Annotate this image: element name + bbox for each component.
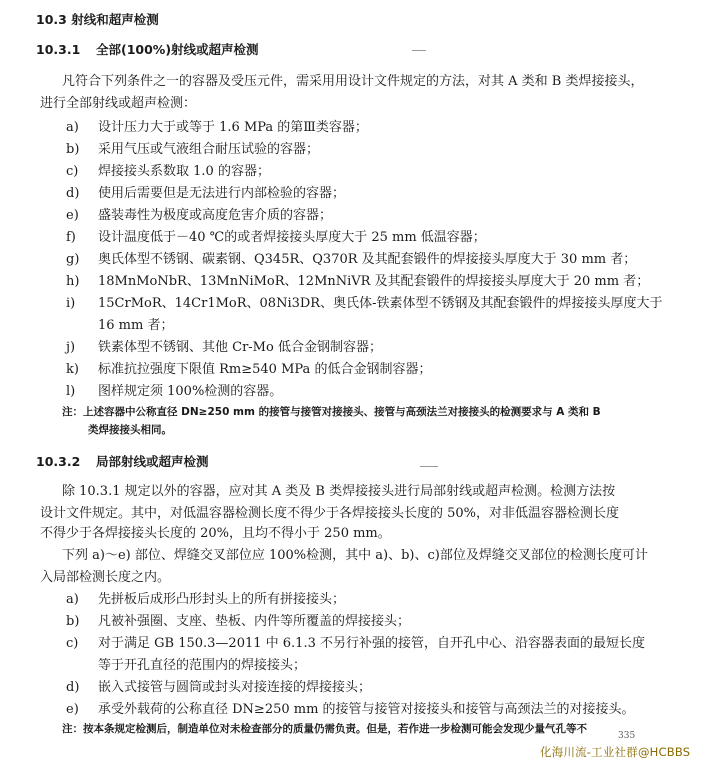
subsection-number: 10.3.1 <box>36 42 81 57</box>
list-item: f) 设计温度低于－40 ℃的或者焊接接头厚度大于 25 mm 低温容器； <box>66 230 486 245</box>
note-continuation: 类焊接接头相同。 <box>88 424 172 436</box>
list-item: l) 图样规定须 100%检测的容器。 <box>66 384 283 399</box>
list-item: e) 盛装毒性为极度或高度危害介质的容器； <box>66 208 333 223</box>
list-item: k) 标准抗拉强度下限值 Rm≥540 MPa 的低合金钢制容器； <box>66 362 432 377</box>
intro-line: 进行全部射线或超声检测： <box>40 96 197 111</box>
watermark-text: 化海川流-工业社群@HCBBS <box>540 745 691 759</box>
paragraph-line: 不得少于各焊接接头长度的 20%，且均不得小于 250 mm。 <box>40 526 391 541</box>
section-heading: 10.3 射线和超声检测 <box>36 12 159 27</box>
subsection-title: 全部(100%)射线或超声检测 <box>96 42 259 57</box>
list-item: g) 奥氏体型不锈钢、碳素钢、Q345R、Q370R 及其配套锻件的焊接接头厚度大于 30 mm 者； <box>66 252 637 267</box>
scan-mark <box>412 50 426 51</box>
list-item: b) 采用气压或气液组合耐压试验的容器； <box>66 142 320 157</box>
list-item: d) 嵌入式接管与圆筒或封头对接连接的焊接接头； <box>66 680 372 695</box>
list-item: c) 焊接接头系数取 1.0 的容器； <box>66 164 270 179</box>
intro-line: 凡符合下列条件之一的容器及受压元件，需采用用设计文件规定的方法，对其 A 类和 B 类焊接接头， <box>62 74 644 89</box>
list-item: i) 15CrMoR、14Cr1MoR、08Ni3DR、奥氏体-铁素体型不锈钢及其配套锻件的焊接接头厚度大于 <box>66 296 663 311</box>
list-item: a) 设计压力大于或等于 1.6 MPa 的第Ⅲ类容器； <box>66 120 368 135</box>
paragraph-line: 下列 a)～e) 部位、焊缝交叉部位应 100%检测，其中 a)、b)、c)部位及焊缝交叉部位的检测长度可计 <box>62 548 648 563</box>
note: 注：上述容器中公称直径 DN≥250 mm 的接管与接管对接接头、接管与高颈法兰对接接头的检测要求与 A 类和 B <box>62 406 601 418</box>
subsection-heading-10-3-1 <box>36 40 259 58</box>
list-item: j) 铁素体型不锈钢、其他 Cr-Mo 低合金钢制容器； <box>66 340 382 355</box>
note: 注：按本条规定检测后，制造单位对未检查部分的质量仍需负责。但是，若作进一步检测可能会发现少量气孔等不 <box>62 723 587 735</box>
list-item: a) 先拼板后成形凸形封头上的所有拼接接头； <box>66 592 346 607</box>
list-item-continuation: 等于开孔直径的范围内的焊接接头； <box>98 658 307 673</box>
paragraph-line: 除 10.3.1 规定以外的容器，应对其 A 类及 B 类焊接接头进行局部射线或超声检测。检测方法按 <box>62 484 616 499</box>
list-item: e) 承受外载荷的公称直径 DN≥250 mm 的接管与接管对接接头和接管与高颈法兰的对接接头。 <box>66 702 635 717</box>
subsection-number: 10.3.2 <box>36 454 81 469</box>
list-item: h) 18MnMoNbR、13MnNiMoR、12MnNiVR 及其配套锻件的焊接接头厚度大于 20 mm 者； <box>66 274 650 289</box>
paragraph-line: 设计文件规定。其中，对低温容器检测长度不得少于各焊接接头长度的 50%，对非低温容器检测长度 <box>40 506 620 521</box>
subsection-title: 局部射线或超声检测 <box>96 454 209 469</box>
paragraph-line: 入局部检测长度之内。 <box>40 570 171 585</box>
list-item: d) 使用后需要但是无法进行内部检验的容器； <box>66 186 346 201</box>
list-item: b) 凡被补强圈、支座、垫板、内件等所覆盖的焊接接头； <box>66 614 411 629</box>
scan-mark <box>420 466 438 467</box>
list-item: c) 对于满足 GB 150.3—2011 中 6.1.3 不另行补强的接管，自开孔中心、沿容器表面的最短长度 <box>66 636 645 651</box>
page-number: 335 <box>618 731 636 741</box>
list-item-continuation: 16 mm 者； <box>98 318 174 333</box>
subsection-heading-10-3-2 <box>36 452 209 470</box>
